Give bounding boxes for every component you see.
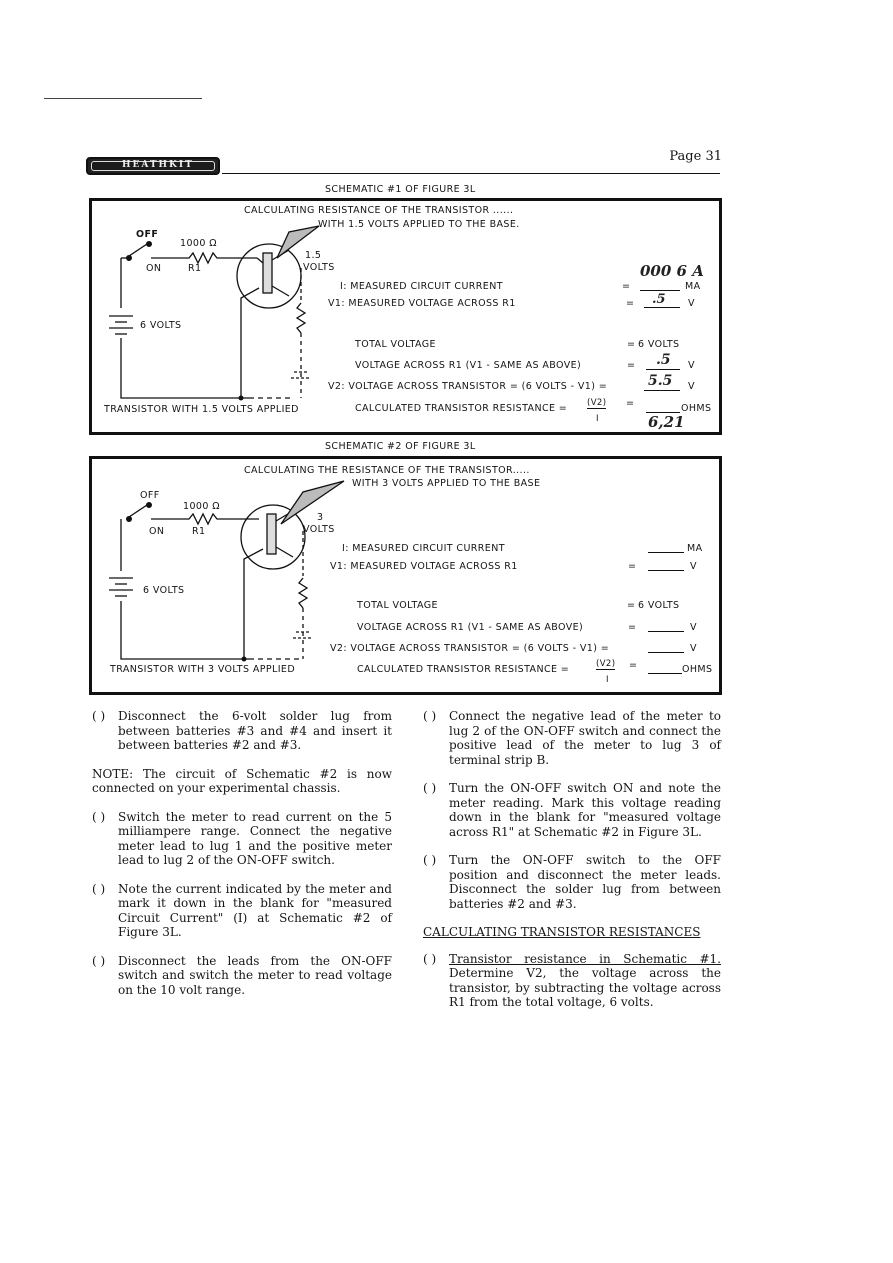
s1-emitter-wire [241, 288, 259, 398]
s2-row-total-unit: 6 VOLTS [638, 600, 680, 611]
s1-handwritten-vr1: .5 [656, 352, 671, 368]
s2-battery-label: 6 VOLTS [143, 585, 185, 596]
s1-row-v1: V1: MEASURED VOLTAGE ACROSS R1 [328, 298, 516, 309]
s2-row-resistance-unit: OHMS [682, 664, 713, 675]
s2-fraction-num: (V2) [596, 659, 616, 669]
note-paragraph [92, 767, 392, 796]
s1-caption: TRANSISTOR WITH 1.5 VOLTS APPLIED [104, 404, 299, 415]
step-text: Disconnect the leads from the ON-OFF switch and switch the meter to read voltage on the 10 volt range. [118, 953, 392, 997]
s1-switch-blade [129, 244, 147, 256]
checkbox[interactable]: ( ) [423, 781, 437, 795]
s2-row-current-blank [648, 552, 684, 553]
s1-row-resistance-eq: = [626, 398, 635, 409]
s1-row-vr1-unit: V [688, 360, 695, 371]
s2-row-v1: V1: MEASURED VOLTAGE ACROSS R1 [330, 561, 518, 572]
checkbox[interactable]: ( ) [92, 953, 106, 968]
s2-row-v2: V2: VOLTAGE ACROSS TRANSISTOR = (6 VOLTS - V1) = [330, 643, 610, 654]
s1-row-vr1-eq: = [627, 360, 636, 371]
s1-fraction-den: I [596, 414, 599, 424]
s2-arrow [281, 481, 344, 524]
s1-row-v1-blank [644, 307, 680, 308]
s2-base-volts-unit: VOLTS [303, 524, 335, 535]
step-text: Determine V2, the voltage across the transistor, by subtracting the voltage across R1 from the total voltage, 6 volts. [449, 966, 721, 1009]
s2-emitter-wire [244, 549, 263, 659]
s2-row-v1-eq: = [628, 561, 637, 572]
s1-row-vr1: VOLTAGE ACROSS R1 (V1 - SAME AS ABOVE) [355, 360, 582, 371]
s1-row-current-blank [640, 290, 680, 291]
s1-row-v2: V2: VOLTAGE ACROSS TRANSISTOR = (6 VOLTS - V1) = [328, 381, 608, 392]
s1-pot [297, 303, 305, 333]
s2-heading1: CALCULATING THE RESISTANCE OF THE TRANSISTOR..... [244, 465, 530, 476]
s2-row-vr1-unit: V [690, 622, 697, 633]
s1-base-volts-value: 1.5 [305, 250, 322, 261]
s1-row-v2-blank [644, 390, 680, 391]
s1-row-total: TOTAL VOLTAGE [355, 339, 436, 350]
s2-row-resistance-eq: = [629, 660, 638, 671]
s1-row-v1-eq: = [626, 298, 635, 309]
s2-row-v1-unit: V [690, 561, 697, 572]
step-turn-switch-on[interactable] [423, 781, 721, 839]
top-rule [44, 98, 202, 99]
s2-row-v1-blank [648, 570, 684, 571]
s2-pot [299, 578, 307, 608]
checkbox[interactable]: ( ) [92, 881, 106, 896]
s2-row-vr1-eq: = [628, 622, 637, 633]
s1-row-total-eq: = [627, 339, 636, 350]
s2-fraction-den: I [606, 675, 609, 685]
step-text: Disconnect the 6-volt solder lug from between batteries #3 and #4 and insert it between batteries #2 and #3. [118, 709, 392, 752]
s1-row-total-unit: 6 VOLTS [638, 339, 680, 350]
step-disconnect-lug[interactable] [92, 709, 392, 753]
s1-row-resistance: CALCULATED TRANSISTOR RESISTANCE = [355, 403, 568, 414]
s2-resistor-r1 [151, 514, 259, 524]
s1-battery-label: 6 VOLTS [140, 320, 182, 331]
s1-switch-on-label: ON [146, 263, 162, 274]
page-number: Page 31 [669, 149, 722, 164]
s1-resistor-value: 1000 Ω [180, 238, 217, 249]
s2-row-resistance-blank [648, 673, 682, 674]
s2-row-v2-blank [648, 652, 684, 653]
s1-bottom-wire [121, 338, 249, 398]
s1-row-v1-unit: V [688, 298, 695, 309]
s1-switch-off-label: OFF [136, 229, 159, 240]
step-connect-negative-lead[interactable] [423, 709, 721, 767]
s1-row-current: I: MEASURED CIRCUIT CURRENT [340, 281, 503, 292]
s2-row-total: TOTAL VOLTAGE [357, 600, 438, 611]
step-title: Transistor resistance in Schematic #1. [449, 951, 721, 966]
left-column [92, 709, 392, 1011]
s1-heading2: WITH 1.5 VOLTS APPLIED TO THE BASE. [318, 219, 520, 230]
step-text: Turn the ON-OFF switch ON and note the meter reading. Mark this voltage reading down in the blank for "measured voltage across R1" at Schematic #2 in Figure 3L. [449, 781, 721, 839]
s2-base-volts-value: 3 [317, 512, 324, 523]
s2-row-resistance: CALCULATED TRANSISTOR RESISTANCE = [357, 664, 570, 675]
step-note-current[interactable] [92, 882, 392, 940]
checkbox[interactable]: ( ) [423, 709, 437, 723]
s1-row-vr1-blank [646, 369, 680, 370]
brand-text: HEATHKIT [122, 160, 194, 170]
checkbox[interactable]: ( ) [92, 709, 106, 723]
s2-bottom-wire [121, 601, 249, 659]
right-column [423, 709, 721, 1024]
schematic2-diagram [89, 456, 722, 695]
step-text: Switch the meter to read current on the 5 milliampere range. Connect the negative meter lead to lug 1 and the positive meter lead to lug 2 of the ON-OFF switch. [118, 809, 392, 867]
s1-resistor-name: R1 [188, 263, 202, 274]
header-rule [222, 173, 720, 174]
schematic1-title: SCHEMATIC #1 OF FIGURE 3L [325, 184, 476, 195]
s1-base-volts-unit: VOLTS [303, 262, 335, 273]
s2-resistor-value: 1000 Ω [183, 501, 220, 512]
checkbox[interactable]: ( ) [92, 809, 106, 824]
s1-row-resistance-unit: OHMS [681, 403, 712, 414]
checkbox[interactable]: ( ) [423, 853, 437, 867]
s1-row-current-unit: MA [685, 281, 701, 292]
s2-heading2: WITH 3 VOLTS APPLIED TO THE BASE [352, 478, 541, 489]
s2-row-total-eq: = [627, 600, 636, 611]
step-turn-switch-off[interactable] [423, 853, 721, 911]
s2-row-current-unit: MA [687, 543, 703, 554]
checkbox[interactable]: ( ) [423, 951, 437, 966]
s1-handwritten-current: 000 6 A [640, 262, 704, 280]
s2-row-v2-unit: V [690, 643, 697, 654]
s2-row-vr1: VOLTAGE ACROSS R1 (V1 - SAME AS ABOVE) [357, 622, 584, 633]
s1-row-v2-unit: V [688, 381, 695, 392]
step-disconnect-leads[interactable] [92, 954, 392, 998]
note-text: NOTE: The circuit of Schematic #2 is now connected on your experimental chassis. [92, 766, 392, 795]
step-switch-meter-current[interactable] [92, 810, 392, 868]
step-text: Connect the negative lead of the meter to lug 2 of the ON-OFF switch and connect the positive lead of the meter to lug 3 of terminal strip B. [449, 709, 721, 767]
step-transistor-resistance[interactable] [423, 952, 721, 1010]
section-heading: CALCULATING TRANSISTOR RESISTANCES [423, 925, 701, 939]
s2-row-vr1-blank [648, 631, 684, 632]
s2-resistor-name: R1 [192, 526, 206, 537]
s1-row-current-eq: = [622, 281, 631, 292]
s1-fraction-num: (V2) [587, 398, 607, 408]
s2-caption: TRANSISTOR WITH 3 VOLTS APPLIED [110, 664, 296, 675]
step-text: Note the current indicated by the meter and mark it down in the blank for "measured Circuit Current" (I) at Schematic #2 of Figure 3L. [118, 881, 392, 939]
s2-switch-blade [129, 505, 147, 517]
s1-transistor-base [263, 253, 272, 293]
s1-heading1: CALCULATING RESISTANCE OF THE TRANSISTOR ...... [244, 205, 514, 216]
s2-switch-off-label: OFF [140, 490, 160, 501]
schematic2-title: SCHEMATIC #2 OF FIGURE 3L [325, 441, 476, 452]
step-text: Turn the ON-OFF switch to the OFF position and disconnect the meter leads. Disconnect the solder lug from between batteries #2 and #3. [449, 853, 721, 911]
s1-handwritten-v1: .5 [652, 292, 666, 307]
s1-handwritten-v2: 5.5 [648, 373, 673, 389]
s2-row-current: I: MEASURED CIRCUIT CURRENT [342, 543, 505, 554]
s2-switch-on-label: ON [149, 526, 165, 537]
heathkit-logo [86, 157, 220, 175]
s1-handwritten-resistance: 6,21 [648, 413, 685, 431]
